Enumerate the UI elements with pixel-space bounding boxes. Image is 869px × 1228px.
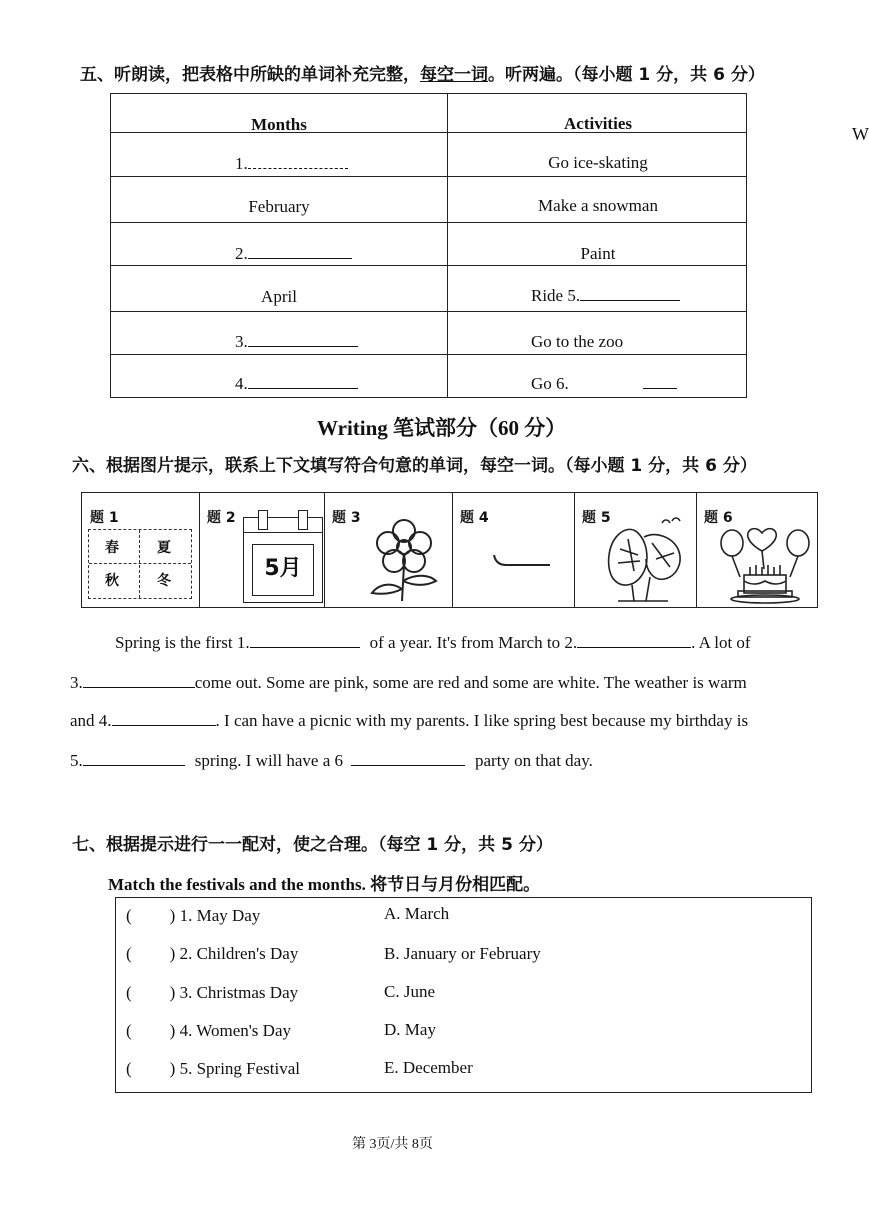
table-row: 3. bbox=[235, 332, 358, 352]
season-winter: 冬 bbox=[157, 573, 171, 589]
list-item: ( ) 2. Children's Day bbox=[126, 944, 299, 963]
picture-cell-2 bbox=[199, 493, 325, 607]
picture-label: 题 6 bbox=[704, 510, 733, 526]
picture-cell-6 bbox=[696, 493, 817, 607]
picture-label: 题 1 bbox=[90, 510, 119, 526]
header-activities: Activities bbox=[564, 114, 632, 133]
passage-line-3: and 4. . I can have a picnic with my parents. I like spring best because my birthday is bbox=[70, 711, 749, 730]
table-row: Go ice-skating bbox=[548, 153, 648, 172]
header-months: Months bbox=[251, 115, 307, 134]
picture-label: 题 4 bbox=[460, 510, 489, 526]
section5-title-underlined: 每空一词 bbox=[420, 65, 488, 85]
section5-title bbox=[80, 60, 765, 85]
picture-cell-4 bbox=[452, 493, 575, 607]
tree-icon bbox=[598, 515, 690, 605]
margin-mark: W bbox=[852, 124, 869, 144]
table-row: 4. bbox=[235, 374, 358, 394]
season-autumn: 秋 bbox=[105, 573, 119, 589]
season-spring: 春 bbox=[105, 540, 119, 556]
months-activities-table bbox=[110, 93, 747, 398]
list-item: ( ) 4. Women's Day bbox=[126, 1021, 291, 1040]
section5-title-pre: 五、听朗读，把表格中所缺的单词补充完整， bbox=[80, 65, 420, 85]
table-row: April bbox=[261, 287, 297, 306]
sun-line-icon bbox=[492, 551, 552, 571]
table-row: Paint bbox=[580, 244, 616, 263]
list-item: ( ) 3. Christmas Day bbox=[126, 983, 299, 1002]
table-row: 1. bbox=[235, 154, 348, 174]
list-item: C. June bbox=[384, 982, 435, 1001]
picture-label: 题 2 bbox=[207, 510, 236, 526]
passage-line-2: 3. come out. Some are pink, some are red and some are white. The weather is warm bbox=[70, 673, 747, 692]
flower-icon bbox=[360, 515, 448, 603]
picture-label: 题 3 bbox=[332, 510, 361, 526]
passage-line-1: Spring is the first 1. of a year. It's from March to 2. . A lot of bbox=[115, 633, 751, 652]
page-footer: 第 3页/共 8页 bbox=[352, 1137, 433, 1152]
table-row: Make a snowman bbox=[538, 196, 658, 215]
calendar-month-text: 5月 bbox=[252, 544, 314, 596]
list-item: A. March bbox=[384, 904, 450, 923]
picture-cell-1 bbox=[82, 493, 200, 607]
passage-line-4: 5. spring. I will have a 6 party on that day. bbox=[70, 751, 593, 770]
season-summer: 夏 bbox=[157, 540, 171, 556]
picture-label: 题 5 bbox=[582, 510, 611, 526]
list-item: B. January or February bbox=[384, 944, 541, 963]
table-row: Go to the zoo bbox=[531, 332, 624, 351]
matching-box bbox=[115, 897, 812, 1093]
section7-subtitle: Match the festivals and the months. 将节日与月份相匹配。 bbox=[108, 875, 541, 894]
birthday-cake-icon bbox=[718, 523, 814, 605]
list-item: ( ) 1. May Day bbox=[126, 906, 261, 925]
seasons-grid bbox=[88, 529, 192, 599]
list-item: E. December bbox=[384, 1058, 473, 1077]
section7-title: 七、根据提示进行一一配对，使之合理。（每空 1 分，共 5 分） bbox=[72, 835, 553, 855]
section5-title-post: 。听两遍。（每小题 1 分，共 6 分） bbox=[488, 65, 765, 85]
table-row: February bbox=[248, 197, 310, 216]
picture-hint-strip bbox=[81, 492, 818, 608]
picture-cell-3 bbox=[324, 493, 453, 607]
table-row: Ride 5. bbox=[531, 286, 680, 306]
list-item: D. May bbox=[384, 1020, 436, 1039]
section6-title: 六、根据图片提示，联系上下文填写符合句意的单词，每空一词。（每小题 1 分，共 6 分） bbox=[72, 456, 757, 476]
writing-heading: Writing 笔试部分（60 分） bbox=[317, 416, 567, 440]
picture-cell-5 bbox=[574, 493, 697, 607]
table-row: Go 6. bbox=[531, 374, 677, 394]
list-item: ( ) 5. Spring Festival bbox=[126, 1059, 301, 1078]
table-row: 2. bbox=[235, 244, 352, 264]
calendar-icon bbox=[243, 517, 323, 603]
